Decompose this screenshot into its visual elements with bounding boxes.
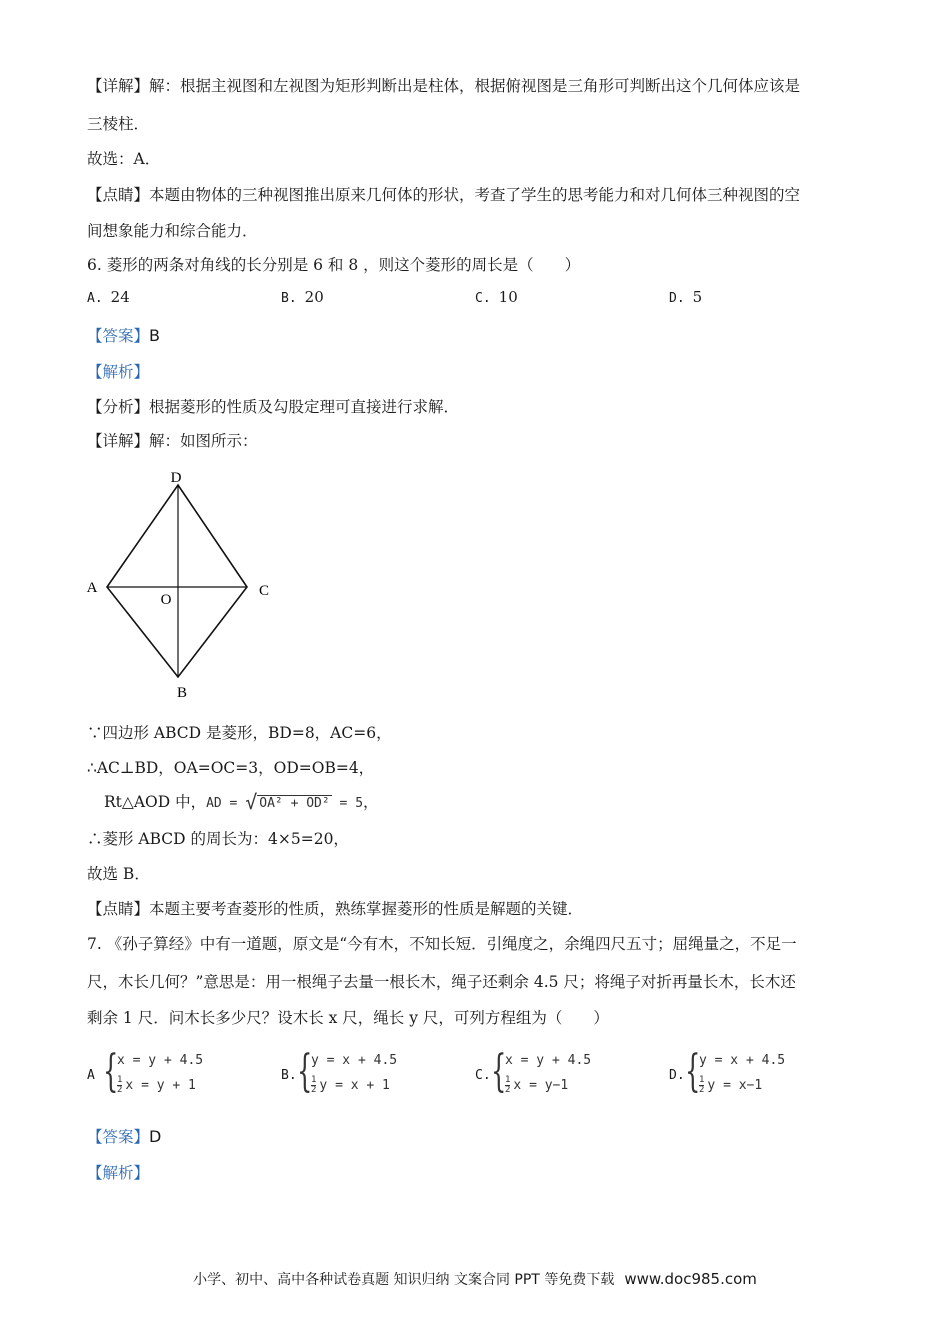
option-value: 10 <box>498 288 518 306</box>
equation-1: x = y + 4.5 <box>117 1053 204 1068</box>
option-letter: C. <box>475 1068 491 1083</box>
footer-text: 小学、初中、高中各种试卷真题 知识归纳 文案合同 PPT 等免费下载 <box>193 1272 615 1288</box>
formula-ad-lhs: AD = <box>206 796 246 811</box>
option-letter: B. <box>281 1068 297 1083</box>
sqrt-expression <box>245 791 332 815</box>
prev-choice-line: 故选：A． <box>87 150 161 168</box>
formula-ad-rhs: = 5 <box>331 796 364 811</box>
answer-value: D <box>149 1127 162 1146</box>
left-brace-icon: { <box>103 1046 119 1097</box>
left-brace-icon: { <box>491 1046 507 1097</box>
answer-tag: 【答案】 <box>87 1128 150 1146</box>
radicand: OA² + OD² <box>259 796 330 811</box>
q6-comment: 【点睛】本题主要考查菱形的性质，熟练掌握菱形的性质是解题的关键． <box>87 900 584 918</box>
option-letter: B. <box>281 291 297 306</box>
fraction-half: $\frac{1}{2}$ <box>117 1075 123 1095</box>
prev-detail-line-2: 三棱柱． <box>87 115 150 133</box>
equation-2: $\frac{1}{2}$ y = x−1 <box>699 1075 763 1095</box>
rhombus-outline <box>107 485 247 677</box>
fraction-half: $\frac{1}{2}$ <box>311 1075 317 1095</box>
option-value: 24 <box>110 288 130 306</box>
equation-1: x = y + 4.5 <box>505 1053 592 1068</box>
equation-1: y = x + 4.5 <box>311 1053 398 1068</box>
q7-option-c <box>475 1046 645 1100</box>
option-value: 5 <box>692 288 703 306</box>
prev-comment-line-2: 间想象能力和综合能力． <box>87 222 258 240</box>
q6-option-b <box>281 288 324 306</box>
q7-option-a <box>87 1046 257 1100</box>
q6-step-2: ∴AC⊥BD，OA=OC=3，OD=OB=4， <box>87 759 375 777</box>
equation-1: y = x + 4.5 <box>699 1053 786 1068</box>
label-a: A <box>86 580 98 596</box>
left-brace-icon: { <box>685 1046 701 1097</box>
rhombus-figure <box>80 465 280 705</box>
equation-2: $\frac{1}{2}$ x = y + 1 <box>117 1075 196 1095</box>
equation-2: $\frac{1}{2}$ x = y−1 <box>505 1075 569 1095</box>
option-value: 20 <box>304 288 324 306</box>
label-o: O <box>160 592 172 608</box>
q7-option-d <box>669 1046 839 1100</box>
radical-sign: √ <box>245 790 258 814</box>
q6-fenxi: 【分析】根据菱形的性质及勾股定理可直接进行求解． <box>87 398 460 416</box>
q6-step-5: 故选 B． <box>87 865 150 883</box>
left-brace-icon: { <box>297 1046 313 1097</box>
option-letter: C. <box>475 291 491 306</box>
q7-stem-line-3: 剩余 1 尺．问木长多少尺？设木长 x 尺，绳长 y 尺，可列方程组为（ ） <box>87 1009 609 1027</box>
q7-option-b <box>281 1046 451 1100</box>
prev-detail-line-1: 【详解】解：根据主视图和左视图为矩形判断出是柱体，根据俯视图是三角形可判断出这个几何体应该是 <box>87 77 801 95</box>
label-d: D <box>170 470 182 486</box>
label-b: B <box>176 685 188 701</box>
fraction-half: $\frac{1}{2}$ <box>699 1075 705 1095</box>
fraction-half: $\frac{1}{2}$ <box>505 1075 511 1095</box>
q6-step-1: ∵四边形 ABCD 是菱形，BD=8，AC=6， <box>87 724 392 742</box>
option-letter: D. <box>669 1068 685 1083</box>
label-c: C <box>258 583 270 599</box>
q6-answer <box>87 325 160 347</box>
answer-value: B <box>149 326 160 345</box>
q6-option-a <box>87 288 130 306</box>
q6-xiangjie: 【详解】解：如图所示： <box>87 432 258 450</box>
step-3-suffix: ， <box>363 793 379 811</box>
page-footer <box>0 1269 950 1289</box>
q6-option-d <box>669 288 702 306</box>
step-3-prefix: Rt△AOD 中， <box>104 793 207 811</box>
q7-stem-line-2: 尺，木长几何？”意思是：用一根绳子去量一根长木，绳子还剩余 4.5 尺；将绳子对折再量长木，长木还 <box>87 973 796 991</box>
equation-2: $\frac{1}{2}$ y = x + 1 <box>311 1075 390 1095</box>
prev-comment-line-1: 【点睛】本题由物体的三种视图推出原来几何体的形状，考查了学生的思考能力和对几何体三种视图的空 <box>87 186 801 204</box>
q6-analysis-tag: 【解析】 <box>87 363 150 381</box>
option-letter: D. <box>669 291 685 306</box>
q6-stem: 6. 菱形的两条对角线的长分别是 6 和 8 ，则这个菱形的周长是（ ） <box>87 256 581 274</box>
option-letter: A. <box>87 291 103 306</box>
q7-stem-line-1: 7. 《孙子算经》中有一道题，原文是“今有木，不知长短．引绳度之，余绳四尺五寸；屈绳量之，不足一 <box>87 935 797 953</box>
q6-step-3 <box>104 791 379 815</box>
answer-tag: 【答案】 <box>87 327 150 345</box>
footer-url[interactable]: www.doc985.com <box>624 1270 757 1288</box>
q6-step-4: ∴菱形 ABCD 的周长为：4×5=20， <box>87 830 349 848</box>
q7-answer <box>87 1126 161 1148</box>
q7-analysis-tag: 【解析】 <box>87 1164 150 1182</box>
option-letter: A <box>87 1068 95 1083</box>
q6-option-c <box>475 288 518 306</box>
